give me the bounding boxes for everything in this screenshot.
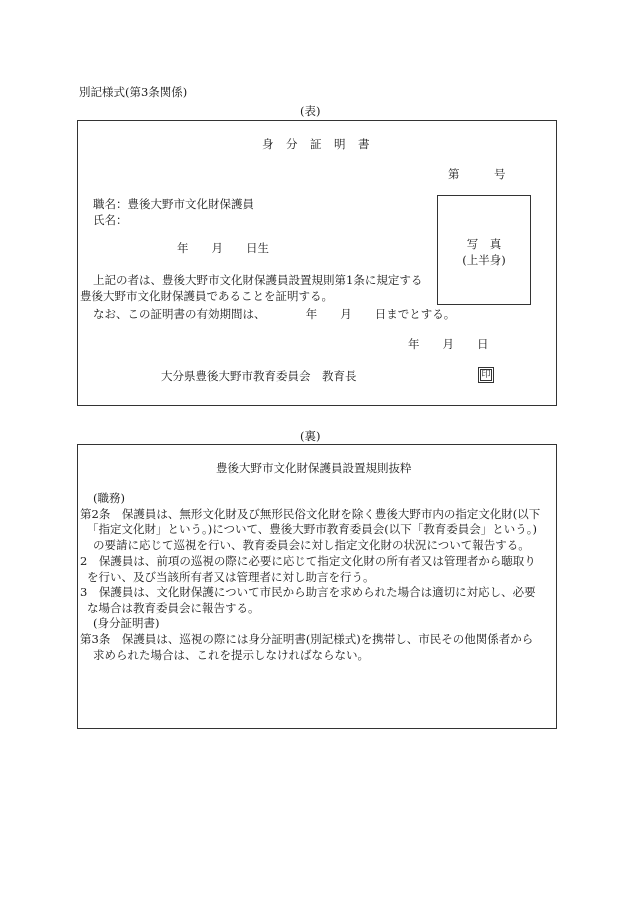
certificate-number: 第 号: [448, 167, 506, 181]
certification-line-2: 豊後大野市文化財保護員であることを証明する。: [80, 289, 333, 303]
seal-char: 印: [481, 370, 491, 380]
back-title: 豊後大野市文化財保護員設置規則抜粋: [216, 461, 412, 475]
position-line: 職名：豊後大野市文化財保護員: [93, 197, 254, 211]
article-2-line: 「指定文化財」という。)について、豊後大野市教育委員会(以下「教育委員会」という。): [87, 522, 537, 536]
article-2-line: 第2条 保護員は、無形文化財及び無形民俗文化財を除く豊後大野市内の指定文化財(以下: [80, 507, 541, 521]
article-2-para3-line: 3 保護員は、文化財保護について市民から助言を求められた場合は適切に対応し、必要: [80, 585, 536, 599]
validity-line: なお、この証明書の有効期間は、 年 月 日までとする。: [93, 307, 456, 321]
front-side-label: (表): [300, 104, 321, 118]
seal-stamp: [478, 367, 494, 383]
photo-label: 写 真: [466, 237, 502, 251]
section-duties-heading: (職務): [93, 491, 125, 505]
article-2-para3-line: な場合は教育委員会に報告する。: [87, 601, 260, 615]
birth-date-line: 年 月 日生: [177, 241, 269, 255]
article-2-para2-line: 2 保護員は、前項の巡視の際に必要に応じて指定文化財の所有者又は管理者から聴取り: [80, 554, 536, 568]
article-2-para2-line: を行い、及び当該所有者又は管理者に対し助言を行う。: [87, 570, 375, 584]
issue-date: 年 月 日: [408, 337, 489, 351]
photo-box: [437, 195, 531, 305]
form-label: 別記様式(第3条関係): [79, 85, 188, 99]
photo-sublabel: (上半身): [462, 253, 506, 267]
issuer: 大分県豊後大野市教育委員会 教育長: [161, 369, 357, 383]
back-side-label: (裏): [300, 429, 321, 443]
article-3-line: 求められた場合は、これを提示しなければならない。: [93, 648, 369, 662]
article-3-line: 第3条 保護員は、巡視の際には身分証明書(別記様式)を携帯し、市民その他関係者から: [80, 632, 534, 646]
certification-line-1: 上記の者は、豊後大野市文化財保護員設置規則第1条に規定する: [93, 273, 423, 287]
section-id-heading: (身分証明書): [93, 616, 160, 630]
front-title: 身 分 証 明 書: [262, 137, 370, 151]
article-2-line: の要請に応じて巡視を行い、教育委員会に対し指定文化財の状況について報告する。: [93, 538, 530, 552]
name-line: 氏名：: [93, 213, 128, 227]
